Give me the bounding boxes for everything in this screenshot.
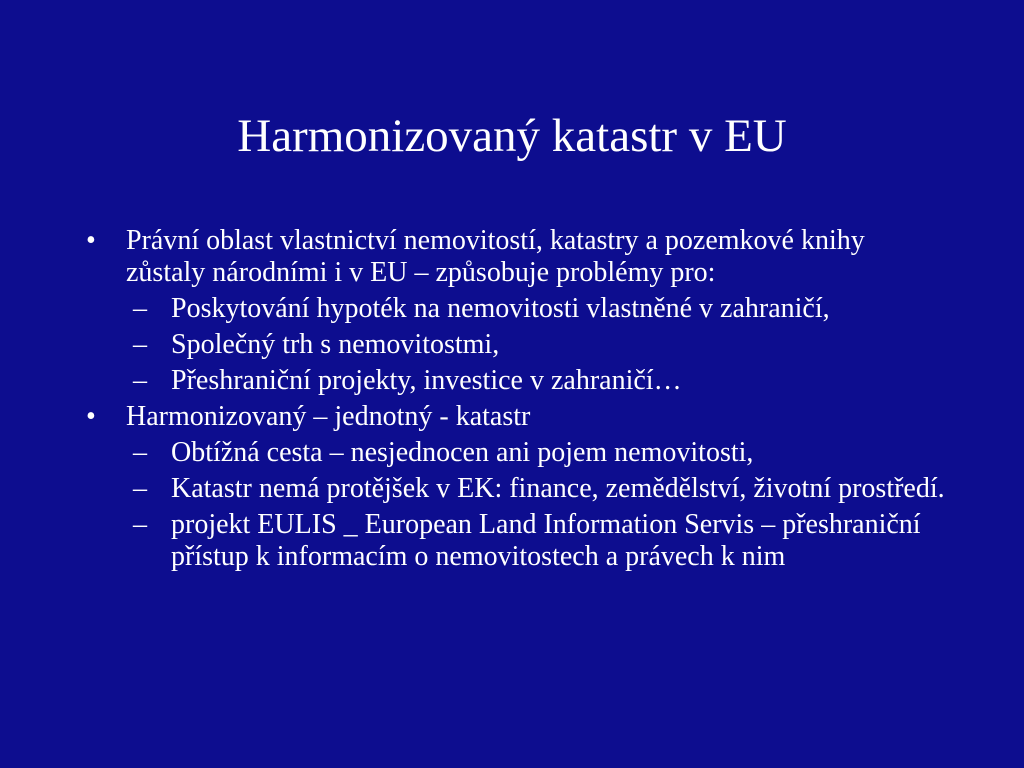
bullet-item-1 — [86, 225, 946, 289]
sub-item-text: Poskytování hypoték na nemovitosti vlastněné v zahraničí, — [171, 293, 830, 324]
sub-item-text: Přeshraniční projekty, investice v zahraničí… — [171, 365, 682, 396]
sub-item-text: Katastr nemá protějšek v EK: finance, zemědělství, životní prostředí. — [171, 473, 945, 504]
sub-item-text: projekt EULIS _ European Land Information Servis – přeshraniční přístup k informacím o nemovitostech a právech k nim — [171, 509, 921, 572]
dash-marker: – — [133, 473, 147, 504]
slide-title: Harmonizovaný katastr v EU — [237, 110, 787, 162]
sub-item-2 — [86, 329, 946, 361]
dash-marker: – — [133, 437, 147, 468]
dash-marker: – — [133, 293, 147, 324]
sub-item-4 — [86, 437, 946, 469]
bullet-item-2 — [86, 401, 946, 433]
sub-item-3 — [86, 365, 946, 397]
dash-marker: – — [133, 329, 147, 360]
sub-item-text: Společný trh s nemovitostmi, — [171, 329, 500, 360]
bullet-marker: • — [86, 401, 96, 432]
bullet-marker: • — [86, 225, 96, 256]
bullet-text: Harmonizovaný – jednotný - katastr — [126, 401, 531, 432]
sub-item-5 — [86, 473, 946, 505]
slide-body — [86, 225, 946, 577]
dash-marker: – — [133, 509, 147, 540]
sub-item-text: Obtížná cesta – nesjednocen ani pojem nemovitosti, — [171, 437, 754, 468]
bullet-text: Právní oblast vlastnictví nemovitostí, katastry a pozemkové knihy zůstaly národními i v EU – způsobuje problémy pro: — [126, 225, 865, 288]
dash-marker: – — [133, 365, 147, 396]
sub-item-1 — [86, 293, 946, 325]
sub-item-6 — [86, 509, 946, 573]
